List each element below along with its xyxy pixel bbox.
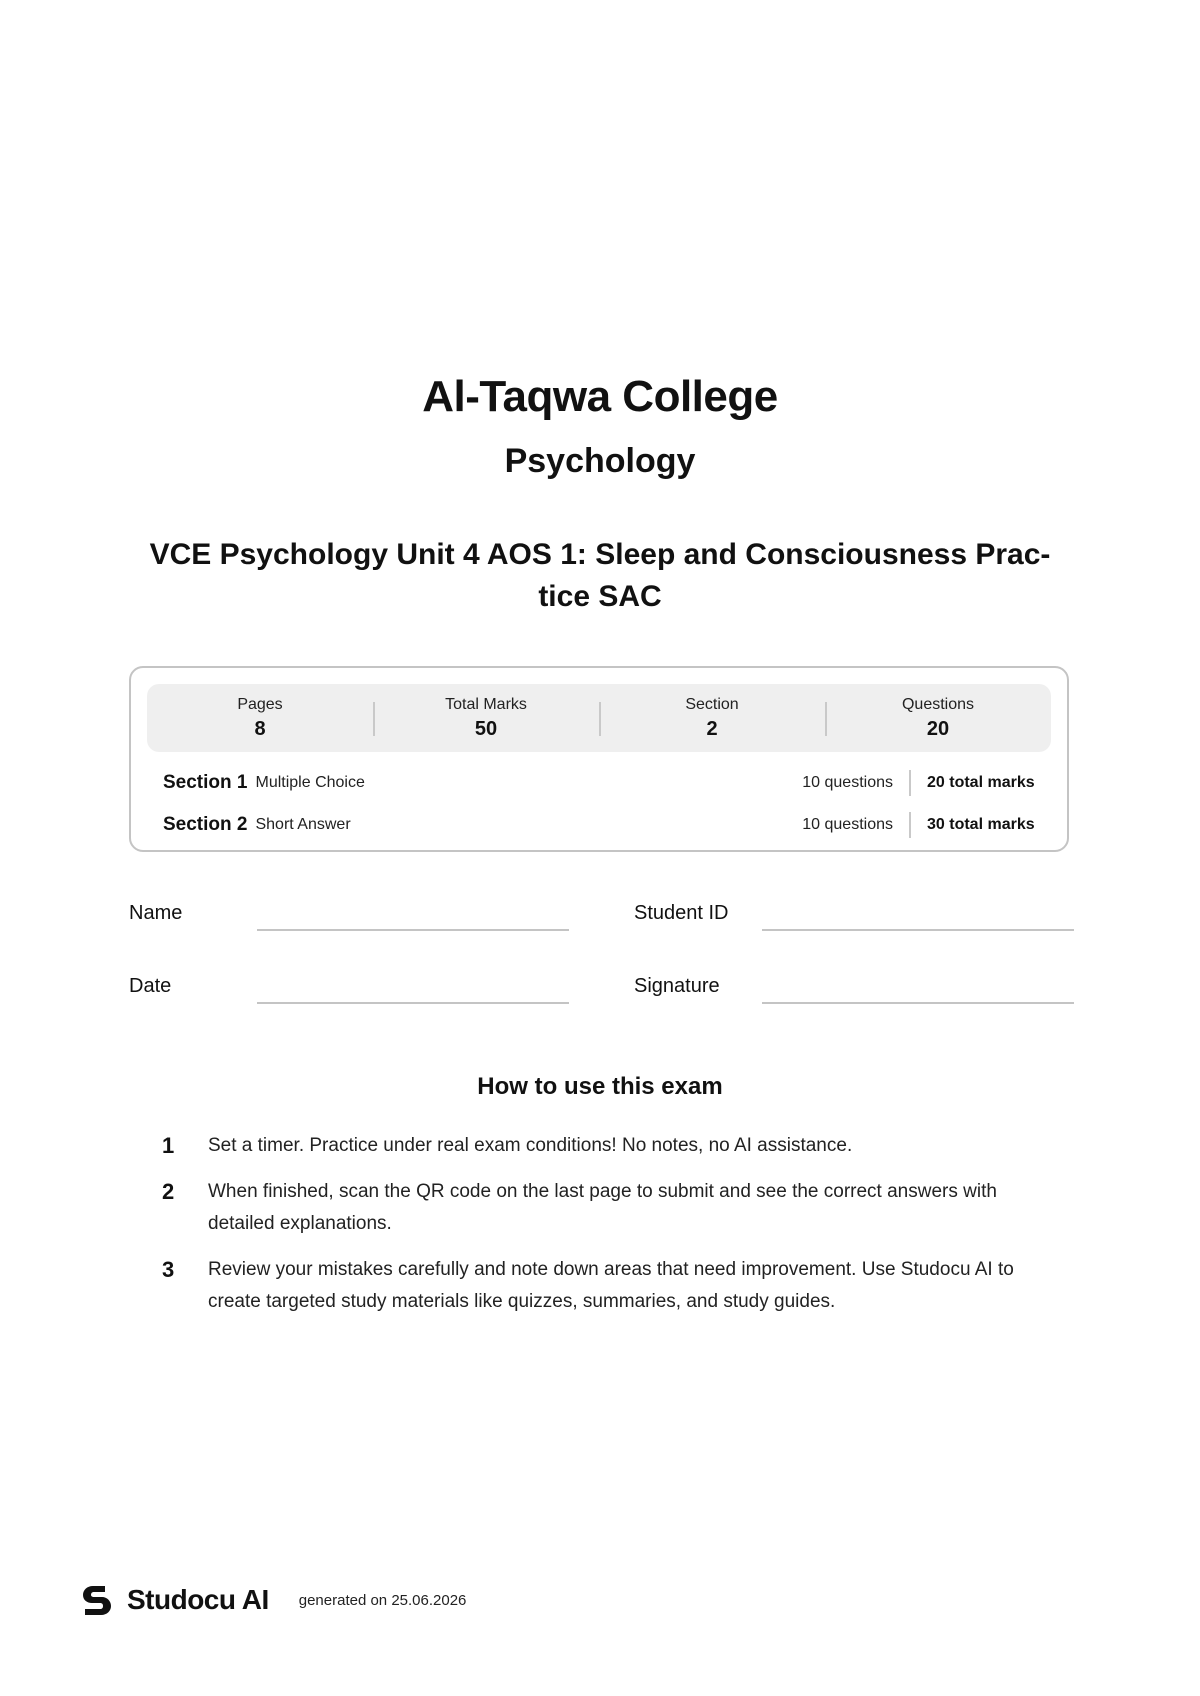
instruction-step [162, 1130, 1062, 1162]
divider [909, 770, 911, 796]
step-number: 1 [162, 1133, 175, 1158]
college-name: Al-Taqwa College [422, 372, 778, 421]
signature-label: Signature [634, 975, 720, 997]
instruction-step [162, 1176, 1062, 1240]
instructions-list [162, 1130, 1062, 1332]
date-label: Date [129, 975, 172, 997]
date-line[interactable] [257, 1002, 569, 1004]
name-line[interactable] [257, 929, 569, 931]
signature-line[interactable] [762, 1002, 1074, 1004]
stat-label: Pages [237, 695, 283, 713]
section-row-1 [163, 768, 1039, 798]
stat-value: 8 [254, 717, 266, 740]
name-label: Name [129, 902, 183, 924]
brand-name: Studocu AI [127, 1584, 269, 1615]
stat-value: 2 [706, 717, 718, 740]
name-field[interactable] [129, 902, 569, 931]
stat-pages [147, 684, 373, 752]
marks-number: 20 [927, 774, 945, 791]
step-text: Set a timer. Practice under real exam conditions! No notes, no AI assistance. [208, 1135, 853, 1156]
subject-name: Psychology [504, 442, 696, 480]
exam-title: VCE Psychology Unit 4 AOS 1: Sleep and Consciousness Prac-tice SAC [149, 538, 1051, 613]
step-number: 3 [162, 1257, 175, 1282]
section-type: Short Answer [255, 816, 351, 833]
step-text: Review your mistakes carefully and note down areas that need improvement. Use Studocu AI to create targeted study materials like quizzes, summaries, and study guides. [208, 1259, 1014, 1312]
student-id-line[interactable] [762, 929, 1074, 931]
marks-word: total marks [949, 774, 1035, 791]
instruction-step [162, 1254, 1062, 1318]
student-id-field[interactable] [634, 902, 1074, 931]
section-name: Section 2 [163, 814, 248, 835]
section-name: Section 1 [163, 772, 248, 793]
marks-word: total marks [949, 816, 1035, 833]
student-id-label: Student ID [634, 902, 729, 924]
studocu-logo-icon [79, 1582, 115, 1618]
section-marks [927, 774, 1039, 792]
marks-number: 30 [927, 816, 945, 833]
stat-label: Total Marks [445, 695, 527, 713]
instructions-title: How to use this exam [477, 1073, 723, 1100]
stat-section [599, 684, 825, 752]
stat-label: Questions [901, 695, 975, 713]
stat-label: Section [685, 695, 739, 713]
stat-total-marks [373, 684, 599, 752]
exam-summary-card [129, 666, 1069, 852]
section-type: Multiple Choice [255, 774, 365, 791]
footer [79, 1582, 466, 1618]
generated-date: generated on 25.06.2026 [298, 1591, 467, 1609]
step-text: When finished, scan the QR code on the last page to submit and see the correct answers with detailed explanations. [208, 1181, 997, 1234]
stat-value: 50 [474, 717, 498, 740]
signature-field[interactable] [634, 975, 1074, 1004]
section-question-count: 10 questions [802, 774, 893, 791]
divider [909, 812, 911, 838]
section-marks [927, 816, 1039, 834]
stat-value: 20 [926, 717, 950, 740]
stats-bar [147, 684, 1051, 752]
section-row-2 [163, 810, 1039, 840]
section-question-count: 10 questions [802, 816, 893, 833]
step-number: 2 [162, 1179, 175, 1204]
stat-questions [825, 684, 1051, 752]
date-field[interactable] [129, 975, 569, 1004]
